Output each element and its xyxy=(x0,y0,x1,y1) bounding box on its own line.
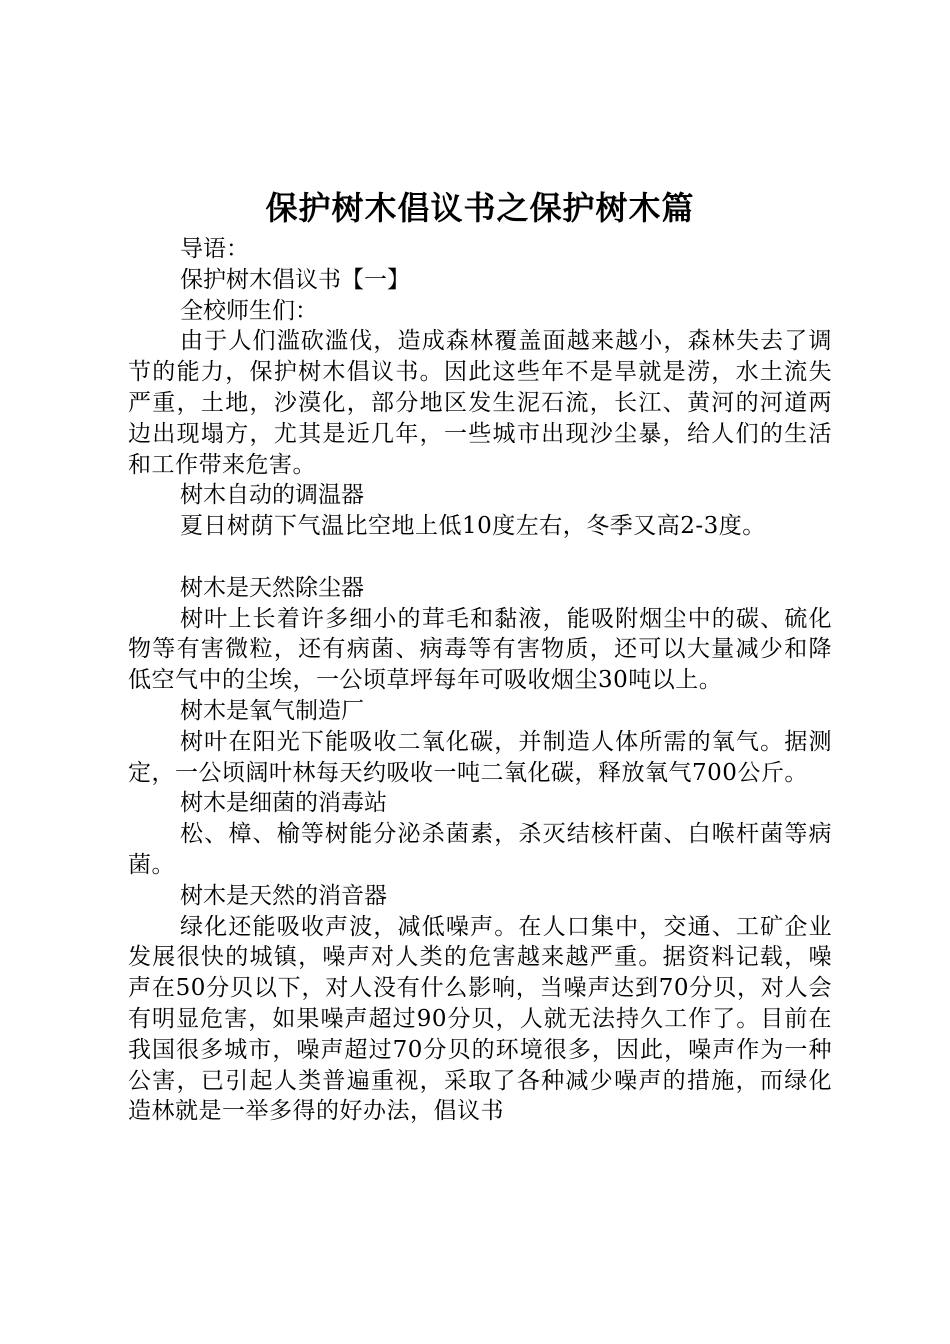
document-title: 保护树木倡议书之保护树木篇 xyxy=(265,189,695,227)
blank-line xyxy=(128,542,832,573)
paragraph-noise: 绿化还能吸收声波，减低噪声。在人口集中，交通、工矿企业发展很快的城镇，噪声对人类的危害越来越严重。据资料记载，噪声在50分贝以下，对人没有什么影响，当噪声达到70分贝，对人会有明显危害，如果噪声超过90分贝，人就无法持久工作了。目前在我国很多城市，噪声超过70分贝的环境很多，因此，噪声作为一种公害，已引起人类普遍重视，采取了各种减少噪声的措施，而绿化造林就是一举多得的好办法，倡议书 xyxy=(128,913,832,1125)
paragraph-deforestation: 由于人们滥砍滥伐，造成森林覆盖面越来越小，森林失去了调节的能力，保护树木倡议书。因此这些年不是旱就是涝，水土流失严重，土地，沙漠化，部分地区发生泥石流，长江、黄河的河道两边出现塌方，尤其是近几年，一些城市出现沙尘暴，给人们的生活和工作带来危害。 xyxy=(128,328,832,478)
heading-dust-filter: 树木是天然除尘器 xyxy=(180,574,364,601)
salutation: 全校师生们： xyxy=(180,297,318,324)
paragraph-temperature: 夏日树荫下气温比空地上低10度左右，冬季又高2-3度。 xyxy=(180,513,766,540)
heading-temperature-regulator: 树木自动的调温器 xyxy=(180,482,364,509)
heading-noise-silencer: 树木是天然的消音器 xyxy=(180,882,387,909)
paragraph-disinfection: 松、樟、榆等树能分泌杀菌素，杀灭结核杆菌、白喉杆菌等病菌。 xyxy=(128,821,832,878)
intro-label: 导语： xyxy=(180,236,249,262)
document-page xyxy=(128,186,832,1127)
heading-oxygen-factory: 树木是氧气制造厂 xyxy=(180,697,364,724)
heading-disinfection-station: 树木是细菌的消毒站 xyxy=(180,790,387,817)
paragraph-dust: 树叶上长着许多细小的茸毛和黏液，能吸附烟尘中的碳、硫化物等有害微粒，还有病菌、病毒等有害物质，还可以大量减少和降低空气中的尘埃，一公顷草坪每年可吸收烟尘30吨以上。 xyxy=(128,605,832,694)
document-subtitle: 保护树木倡议书【一】 xyxy=(180,266,410,293)
paragraph-oxygen: 树叶在阳光下能吸收二氧化碳，并制造人体所需的氧气。据测定，一公顷阔叶林每天约吸收一吨二氧化碳，释放氧气700公斤。 xyxy=(128,728,832,786)
